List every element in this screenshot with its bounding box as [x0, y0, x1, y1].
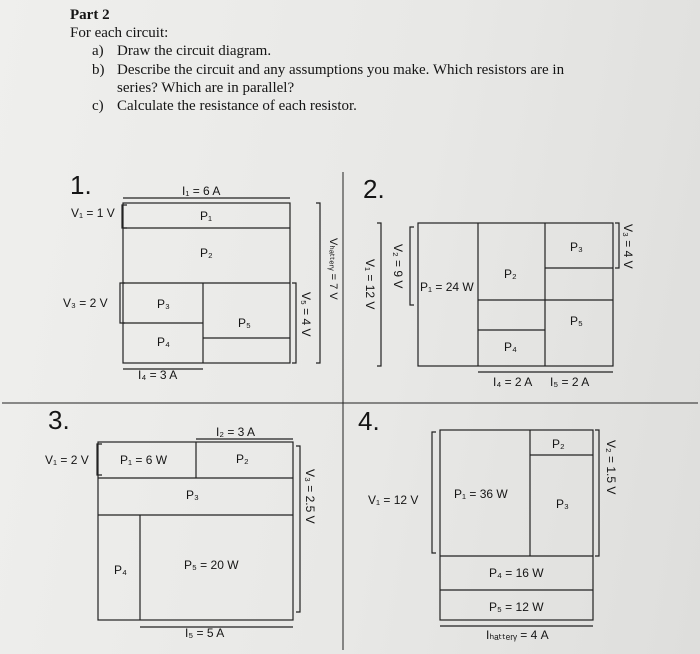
c4-ibattery: Iₕₐₜₜₑᵣᵧ = 4 A [486, 628, 549, 642]
c1-current-top: I₁ = 6 A [182, 184, 221, 198]
circuit-1-number: 1. [70, 170, 92, 200]
c2-v1: V₁ = 12 V [363, 259, 377, 310]
c4-v1: V₁ = 12 V [368, 493, 419, 507]
c1-current-bottom: I₄ = 3 A [138, 368, 178, 382]
c3-p5: P₅ = 20 W [184, 558, 239, 572]
c2-v3: V₃ = 4 V [621, 224, 635, 269]
c4-p2: P₂ [552, 437, 565, 451]
c2-p3: P₃ [570, 240, 583, 254]
part-title: Part 2 [70, 7, 110, 23]
c1-v5: V₅ = 4 V [299, 292, 313, 337]
c2-i5: I₅ = 2 A [550, 375, 590, 389]
c1-p2: P₂ [200, 246, 213, 260]
intro-text: For each circuit: [70, 25, 169, 41]
c4-p1: P₁ = 36 W [454, 487, 508, 501]
item-c-marker: c) [92, 98, 104, 114]
item-a-text: Draw the circuit diagram. [117, 43, 272, 59]
circuit-1-diagram [120, 198, 320, 369]
c3-i5: I₅ = 5 A [185, 626, 225, 640]
c2-p2: P₂ [504, 267, 517, 281]
c1-v3: V₃ = 2 V [63, 296, 108, 310]
c4-p5: P₅ = 12 W [489, 600, 544, 614]
circuit-3-diagram [97, 439, 300, 627]
c1-p3: P₃ [157, 297, 170, 311]
c1-p1: P₁ [200, 209, 213, 223]
c3-i2: I₂ = 3 A [216, 425, 256, 439]
c2-i4: I₄ = 2 A [493, 375, 533, 389]
item-c-text: Calculate the resistance of each resistor. [117, 98, 357, 114]
c2-v2: V₂ = 9 V [391, 244, 405, 289]
c4-v2: V₂ = 1.5 V [604, 440, 618, 495]
item-b-text-cont: series? Which are in parallel? [117, 80, 295, 96]
c3-v1: V₁ = 2 V [45, 453, 89, 467]
c1-p4: P₄ [157, 335, 170, 349]
item-b-text: Describe the circuit and any assumptions you make. Which resistors are in [117, 62, 565, 78]
c3-p3: P₃ [186, 488, 199, 502]
c1-vbattery: Vₕₐₜₜₑᵣᵧ = 7 V [327, 238, 339, 300]
circuit-4-diagram [432, 430, 599, 626]
circuit-4-number: 4. [358, 406, 380, 436]
circuit-2-number: 2. [363, 174, 385, 204]
c2-p1: P₁ = 24 W [420, 280, 474, 294]
circuit-3-number: 3. [48, 405, 70, 435]
c3-v3: V₃ = 2.5 V [303, 469, 317, 524]
item-a-marker: a) [92, 43, 104, 59]
c1-v1: V₁ = 1 V [71, 206, 115, 220]
c1-p5: P₅ [238, 316, 251, 330]
item-b-marker: b) [92, 62, 105, 78]
c4-p3: P₃ [556, 497, 569, 511]
c3-p2: P₂ [236, 452, 249, 466]
c3-p1: P₁ = 6 W [120, 453, 168, 467]
c3-p4: P₄ [114, 563, 127, 577]
c2-p4: P₄ [504, 340, 517, 354]
c2-p5: P₅ [570, 314, 583, 328]
c4-p4: P₄ = 16 W [489, 566, 544, 580]
